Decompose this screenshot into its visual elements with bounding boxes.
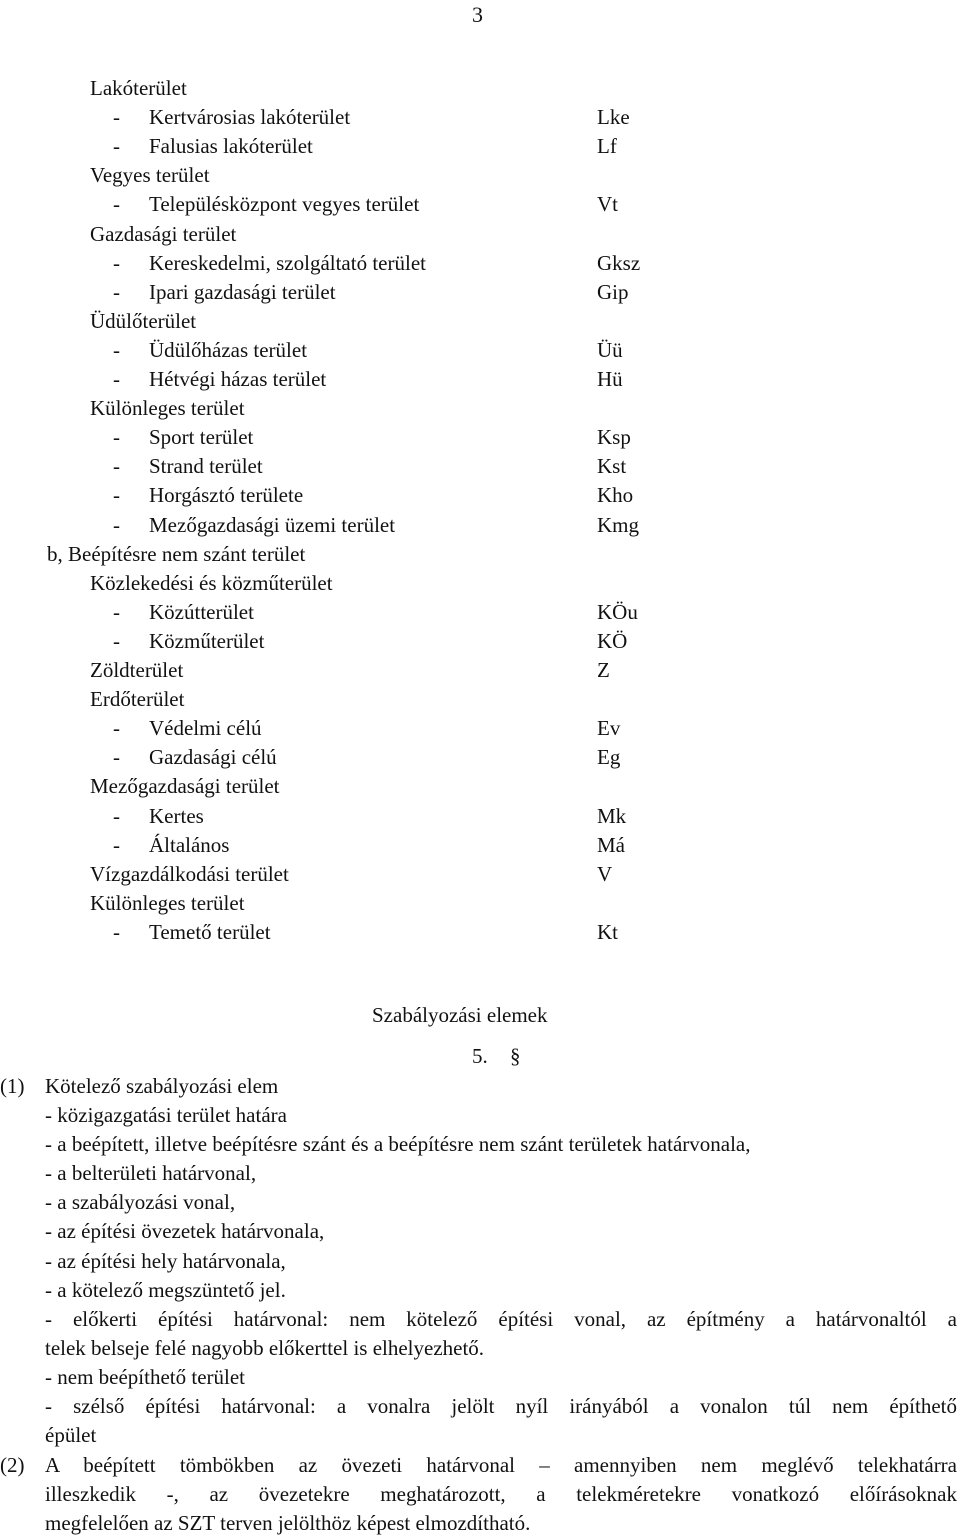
section-number: 5.	[472, 1044, 488, 1068]
zoning-item-label: Közútterület	[149, 600, 254, 624]
zoning-category-label: Erdőterület	[90, 687, 185, 711]
zoning-category-label: Különleges terület	[90, 891, 245, 915]
zoning-item-label: Településközpont vegyes terület	[149, 192, 420, 216]
zoning-code: Üü	[597, 338, 623, 362]
zoning-code: Ksp	[597, 425, 631, 449]
list-item: - az építési hely határvonala,	[45, 1249, 286, 1273]
szelso-line-2: épület	[45, 1423, 97, 1447]
zoning-code: Lke	[597, 105, 630, 129]
zoning-item-label: Védelmi célú	[149, 716, 262, 740]
zoning-item-label: Sport terület	[149, 425, 254, 449]
zoning-category-label: Vegyes terület	[90, 163, 210, 187]
zoning-code: Vt	[597, 192, 618, 216]
list-dash: -	[113, 454, 120, 478]
zoning-item-label: Kereskedelmi, szolgáltató terület	[149, 251, 426, 275]
zoning-category-label: Üdülőterület	[90, 309, 197, 333]
zoning-item-label: Kertvárosias lakóterület	[149, 105, 351, 129]
zoning-category-label: Közlekedési és közműterület	[90, 571, 333, 595]
zoning-item-label: Hétvégi házas terület	[149, 367, 327, 391]
zoning-item-label: Általános	[149, 833, 230, 857]
zoning-code: V	[597, 862, 613, 886]
zoning-code: Kmg	[597, 513, 639, 537]
list-item: - az építési övezetek határvonala,	[45, 1219, 325, 1243]
list-item: - a belterületi határvonal,	[45, 1161, 257, 1185]
list-item: - a szabályozási vonal,	[45, 1190, 236, 1214]
elokerti-line-2: telek belseje felé nagyobb előkerttel is elhelyezhető.	[45, 1336, 485, 1360]
szelso-line-1: - szélső építési határvonal: a vonalra jelölt nyíl irányából a vonalon túl nem építhető	[45, 1394, 957, 1418]
page-number: 3	[472, 2, 483, 27]
list-dash: -	[113, 105, 120, 129]
list-dash: -	[113, 600, 120, 624]
paragraph-2-line-2: illeszkedik -, az övezetekre meghatározott, a telekméretekre vonatkozó előírásoknak	[45, 1482, 957, 1506]
list-dash: -	[113, 251, 120, 275]
zoning-item-label: Ipari gazdasági terület	[149, 280, 336, 304]
list-dash: -	[113, 192, 120, 216]
list-dash: -	[113, 134, 120, 158]
paragraph-2-marker: (2)	[0, 1453, 25, 1477]
list-dash: -	[113, 629, 120, 653]
list-dash: -	[113, 920, 120, 944]
list-dash: -	[113, 483, 120, 507]
elokerti-line-1: - előkerti építési határvonal: nem kötelező építési vonal, az építmény a határvonaltól a	[45, 1307, 957, 1331]
zoning-code: Z	[597, 658, 610, 682]
list-item: - a beépített, illetve beépítésre szánt és a beépítésre nem szánt területek határvonala,	[45, 1132, 751, 1156]
list-dash: -	[113, 716, 120, 740]
list-dash: -	[113, 367, 120, 391]
list-dash: -	[113, 804, 120, 828]
zoning-code: Ev	[597, 716, 621, 740]
list-dash: -	[113, 513, 120, 537]
zoning-category-label: Zöldterület	[90, 658, 184, 682]
list-item: - közigazgatási terület határa	[45, 1103, 287, 1127]
zoning-code: Kst	[597, 454, 627, 478]
zoning-category-label: b, Beépítésre nem szánt terület	[47, 542, 306, 566]
zoning-code: Mk	[597, 804, 627, 828]
paragraph-1-heading: Kötelező szabályozási elem	[45, 1074, 279, 1098]
zoning-code: KÖ	[597, 629, 628, 653]
zoning-item-label: Temető terület	[149, 920, 271, 944]
zoning-code: KÖu	[597, 600, 638, 624]
list-dash: -	[113, 338, 120, 362]
zoning-code: Má	[597, 833, 625, 857]
list-dash: -	[113, 280, 120, 304]
zoning-item-label: Üdülőházas terület	[149, 338, 308, 362]
zoning-item-label: Közműterület	[149, 629, 265, 653]
zoning-code: Lf	[597, 134, 617, 158]
zoning-code: Kho	[597, 483, 634, 507]
paragraph-1-marker: (1)	[0, 1074, 25, 1098]
zoning-item-label: Kertes	[149, 804, 204, 828]
list-dash: -	[113, 833, 120, 857]
zoning-item-label: Gazdasági célú	[149, 745, 277, 769]
zoning-item-label: Falusias lakóterület	[149, 134, 313, 158]
list-dash: -	[113, 745, 120, 769]
zoning-code: Gksz	[597, 251, 641, 275]
zoning-item-label: Horgásztó területe	[149, 483, 304, 507]
paragraph-2-line-3: megfelelően az SZT terven jelölthöz képest elmozdítható.	[45, 1511, 531, 1535]
zoning-category-label: Vízgazdálkodási terület	[90, 862, 289, 886]
list-dash: -	[113, 425, 120, 449]
section-title: Szabályozási elemek	[372, 1003, 548, 1027]
list-item: - a kötelező megszüntető jel.	[45, 1278, 286, 1302]
zoning-code: Gip	[597, 280, 629, 304]
zoning-category-label: Lakóterület	[90, 76, 187, 100]
zoning-code: Kt	[597, 920, 618, 944]
zoning-item-label: Mezőgazdasági üzemi terület	[149, 513, 396, 537]
zoning-code: Eg	[597, 745, 621, 769]
zoning-item-label: Strand terület	[149, 454, 263, 478]
zoning-category-label: Különleges terület	[90, 396, 245, 420]
zoning-code: Hü	[597, 367, 623, 391]
zoning-category-label: Mezőgazdasági terület	[90, 774, 280, 798]
nem-beepitheto-item: - nem beépíthető terület	[45, 1365, 246, 1389]
section-symbol: §	[510, 1044, 521, 1068]
paragraph-2-line-1: A beépített tömbökben az övezeti határvonal – amennyiben nem meglévő telekhatárra	[45, 1453, 957, 1477]
zoning-category-label: Gazdasági terület	[90, 222, 237, 246]
